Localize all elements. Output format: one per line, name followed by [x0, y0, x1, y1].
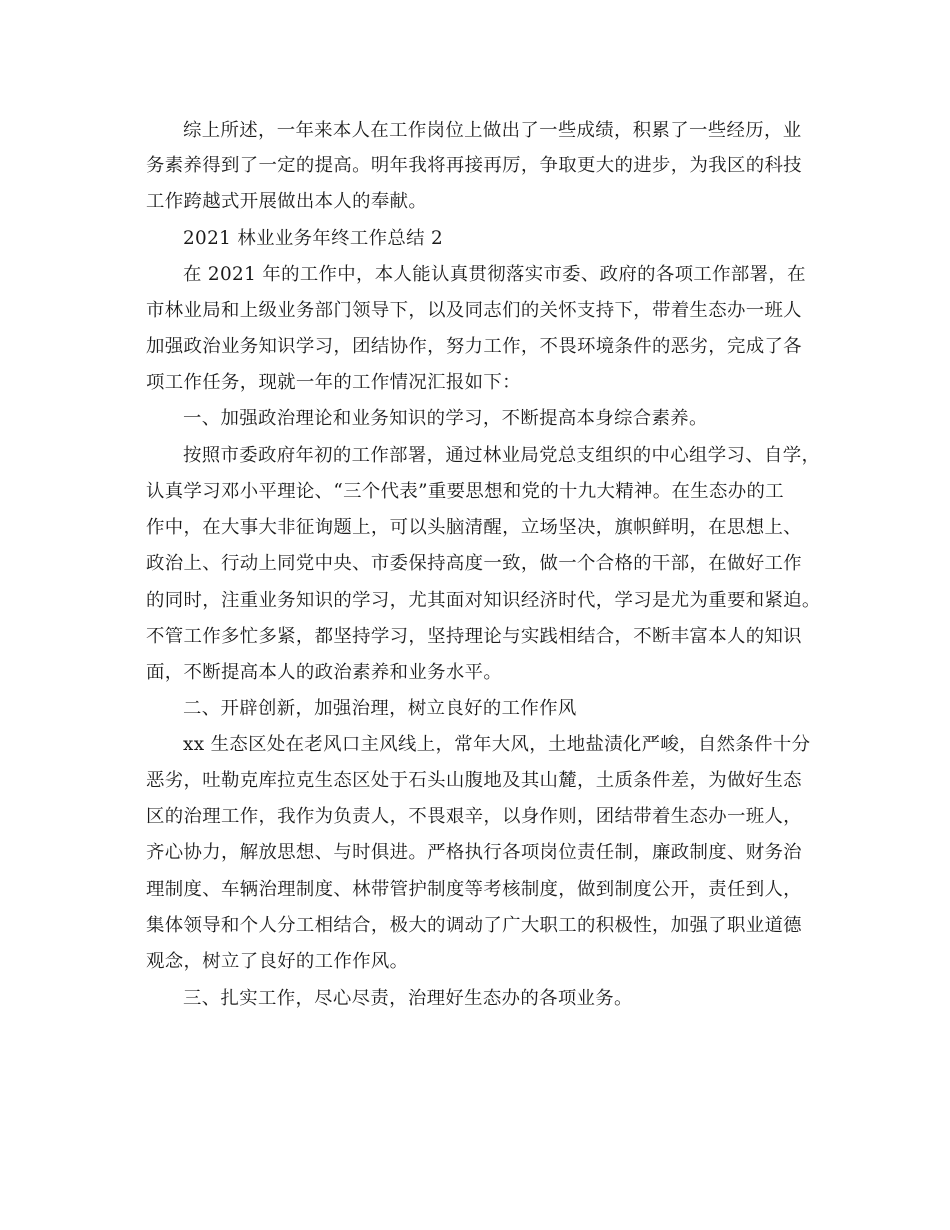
paragraph-line: 务素养得到了一定的提高。明年我将再接再厉，争取更大的进步，为我区的科技: [146, 155, 802, 176]
section-heading: 三、扎实工作，尽心尽责，治理好生态办的各项业务。: [183, 988, 633, 1009]
paragraph-line: 理制度、车辆治理制度、林带管护制度等考核制度，做到制度公开，责任到人，: [146, 879, 802, 900]
paragraph-line: xx 生态区处在老风口主风线上，常年大风，土地盐渍化严峻，自然条件十分: [183, 734, 811, 755]
paragraph-line: 面，不断提高本人的政治素养和业务水平。: [146, 662, 503, 683]
section-heading: 2021 林业业务年终工作总结 2: [183, 228, 444, 249]
paragraph-line: 不管工作多忙多紧，都坚持学习，坚持理论与实践相结合，不断丰富本人的知识: [146, 626, 802, 647]
paragraph-line: 作中，在大事大非征询题上，可以头脑清醒，立场坚决，旗帜鲜明，在思想上、: [146, 517, 802, 538]
paragraph-line: 政治上、行动上同党中央、市委保持高度一致，做一个合格的干部，在做好工作: [146, 553, 802, 574]
paragraph-line: 市林业局和上级业务部门领导下，以及同志们的关怀支持下，带着生态办一班人: [146, 300, 802, 321]
paragraph-line: 认真学习邓小平理论、“三个代表”重要思想和党的十九大精神。在生态办的工: [146, 481, 784, 502]
paragraph-line: 恶劣，吐勒克库拉克生态区处于石头山腹地及其山麓，土质条件差，为做好生态: [146, 770, 802, 791]
paragraph-line: 区的治理工作，我作为负责人，不畏艰辛，以身作则，团结带着生态办一班人，: [146, 806, 802, 827]
section-heading: 一、加强政治理论和业务知识的学习，不断提高本身综合素养。: [183, 408, 708, 429]
section-heading: 二、开辟创新，加强治理，树立良好的工作作风: [183, 698, 577, 719]
paragraph-line: 的同时，注重业务知识的学习，尤其面对知识经济时代，学习是尤为重要和紧迫。: [146, 590, 821, 611]
paragraph-line: 按照市委政府年初的工作部署，通过林业局党总支组织的中心组学习、自学，: [183, 445, 821, 466]
paragraph-line: 综上所述，一年来本人在工作岗位上做出了一些成绩，积累了一些经历，业: [183, 120, 802, 141]
paragraph-line: 观念，树立了良好的工作作风。: [146, 951, 409, 972]
paragraph-line: 项工作任务，现就一年的工作情况汇报如下：: [146, 372, 521, 393]
paragraph-line: 加强政治业务知识学习，团结协作，努力工作，不畏环境条件的恶劣，完成了各: [146, 336, 802, 357]
paragraph-line: 齐心协力，解放思想、与时俱进。严格执行各项岗位责任制，廉政制度、财务治: [146, 842, 802, 863]
paragraph-line: 集体领导和个人分工相结合，极大的调动了广大职工的积极性，加强了职业道德: [146, 915, 802, 936]
paragraph-line: 工作跨越式开展做出本人的奉献。: [146, 191, 428, 212]
paragraph-line: 在 2021 年的工作中，本人能认真贯彻落实市委、政府的各项工作部署，在: [183, 264, 806, 285]
